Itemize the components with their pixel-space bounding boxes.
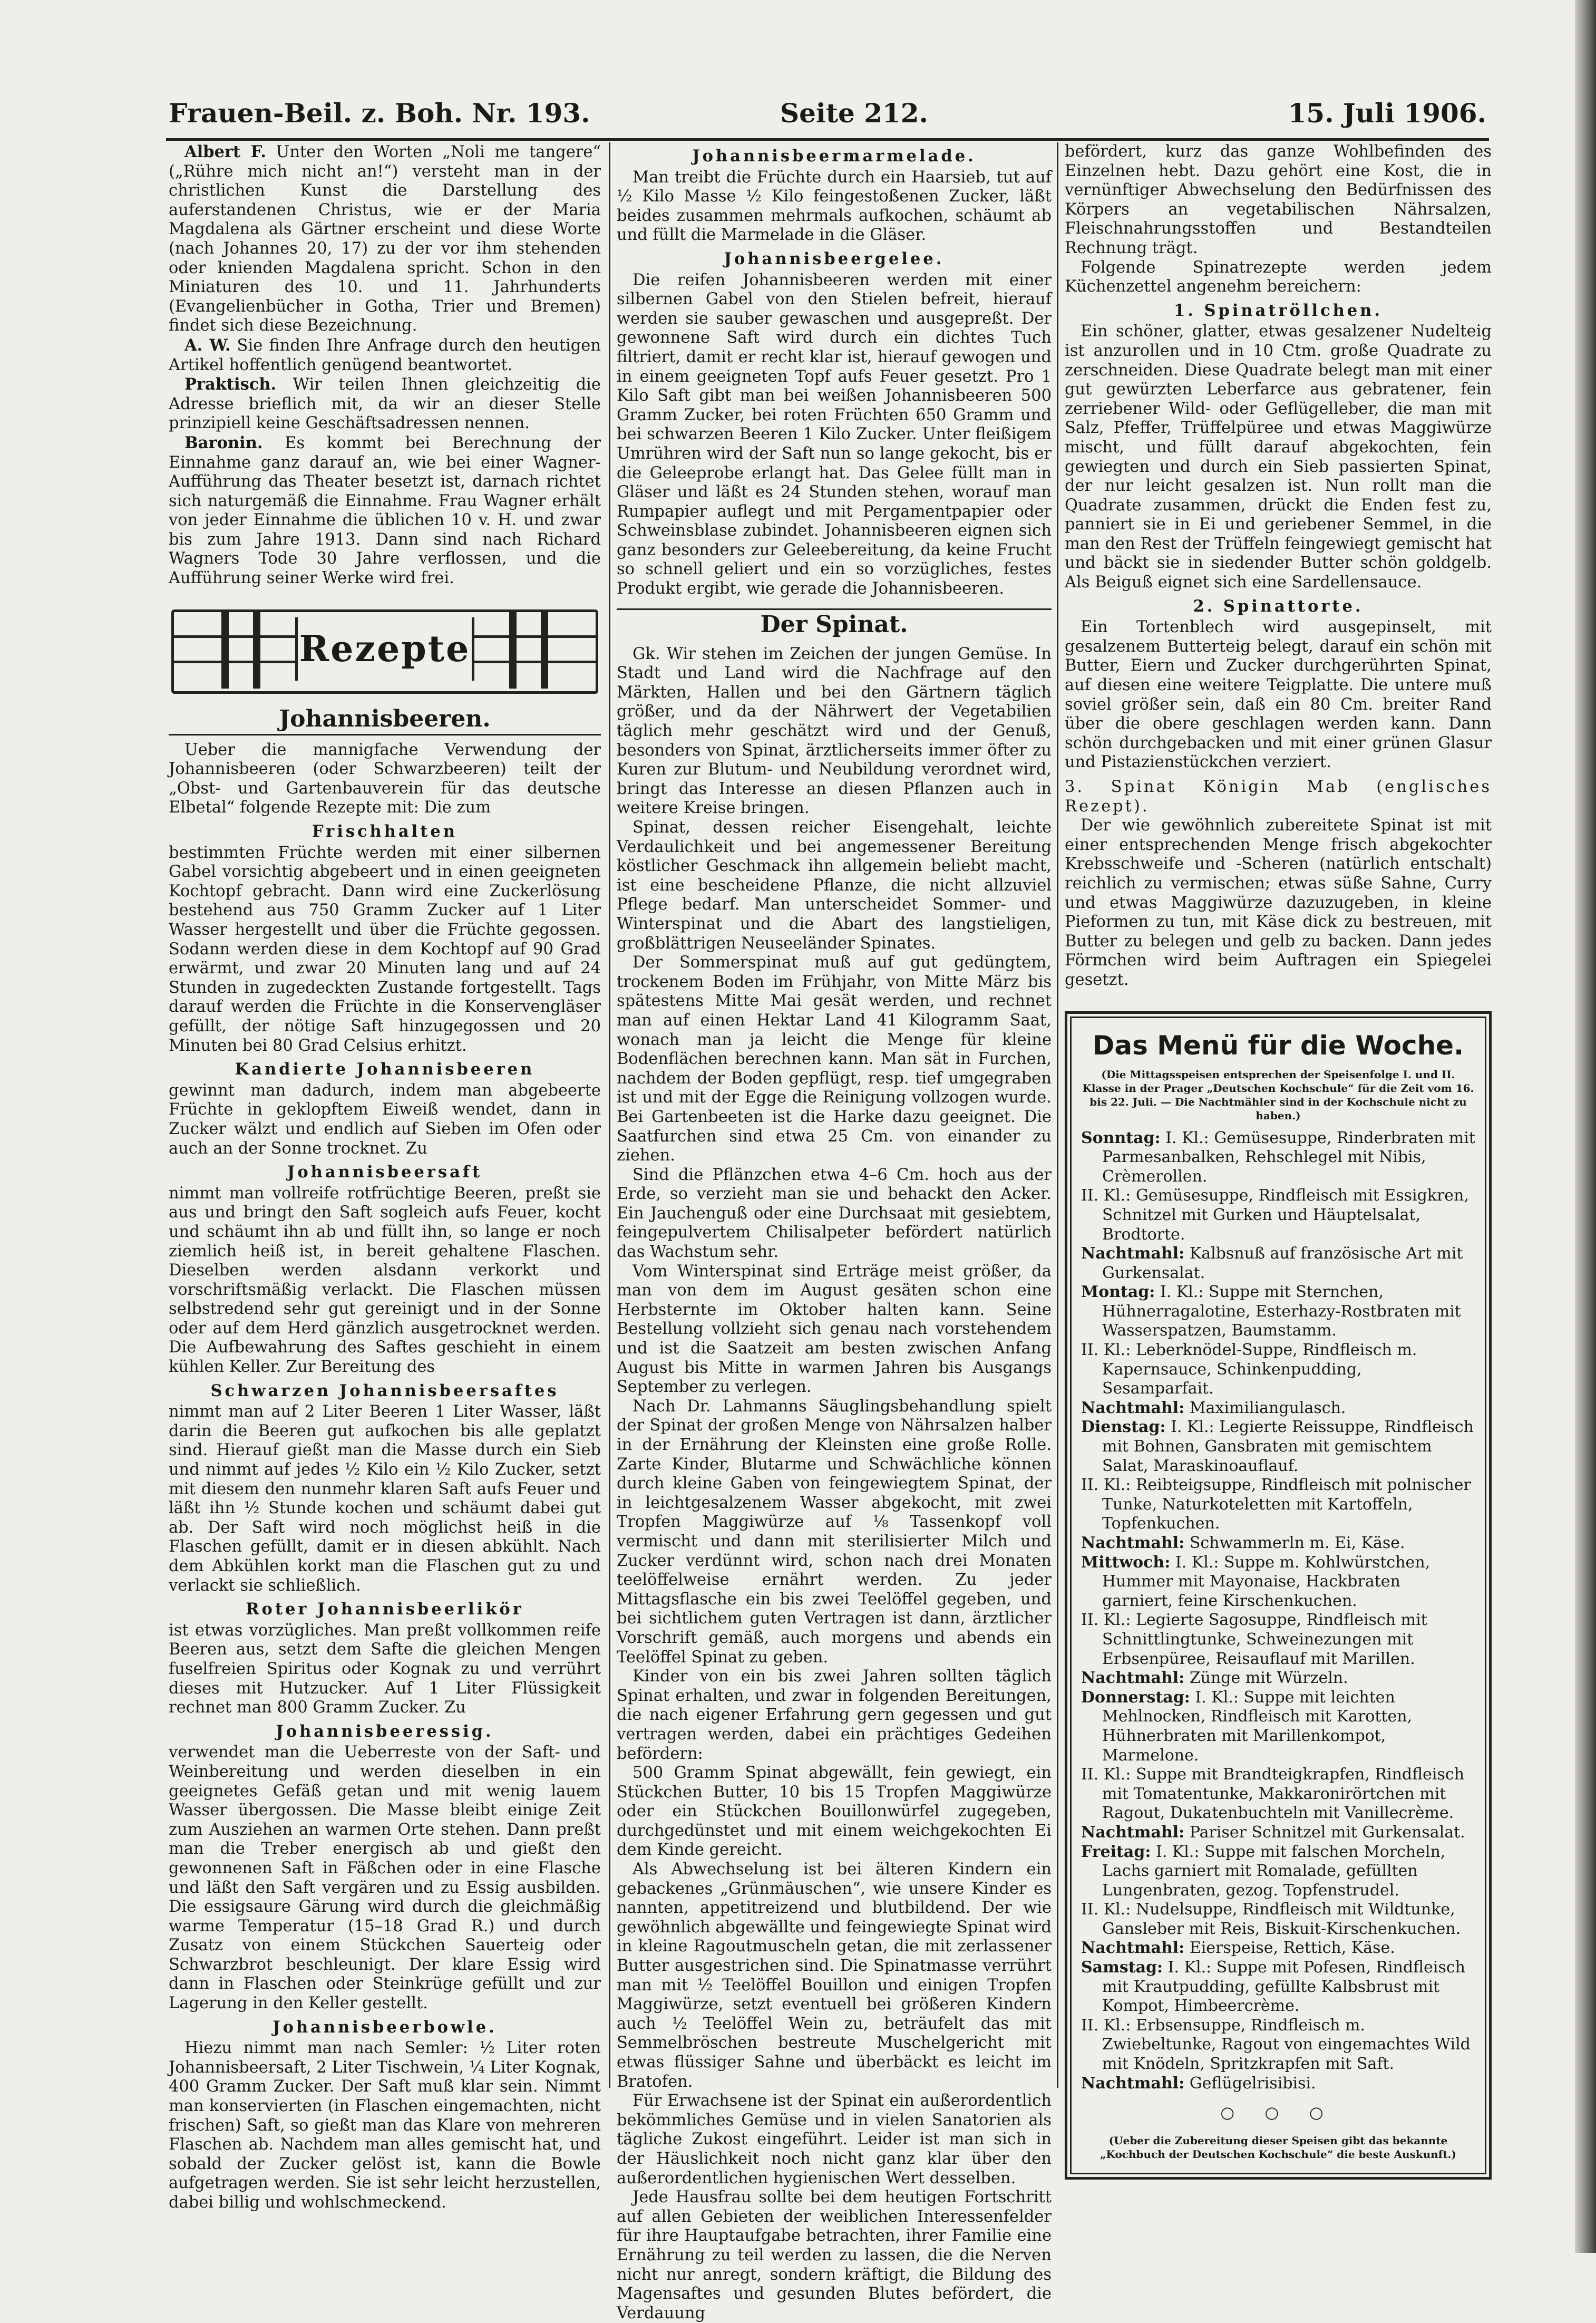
menu-text: Pariser Schnitzel mit Gurkensalat. [1189,1823,1465,1842]
section-text: bestimmten Früchte werden mit einer silbernen Gabel vorsichtig abgebeert und in einen geeigneten Kochtopf gebracht. Dann wird eine Zuckerlösung bestehend aus 750 Gramm Zucker auf 1 Liter Wasser hergestellt und über die Früchte gegossen. Sodann werden diese in dem Kochtopf auf 90 Grad erwärmt, und zwar 20 Minuten lang und auf 24 Stunden in zugedeckten Zustande fortgestellt. Tags darauf werden die Früchte in die Konservengläser gefüllt, der nötige Saft hinzugegossen und 20 Minuten bei 80 Grad Celsius erhitzt. [169,843,601,1055]
menu-day: Nachtmahl: [1081,1823,1185,1842]
header-page-number: Seite 212. [780,98,929,129]
letter-addressee: Baronin. [184,433,263,452]
article-paragraph: Nach Dr. Lahmanns Säuglingsbehandlung spielt der Spinat der großen Menge von Nährsalzen halber in der Ernährung der Kleinsten eine große Rolle. Zarte Kinder, Blutarme und Schwächliche können durch kleine Gaben von feingewiegtem Spinat, der in leichtgesalzenem Wasser abgekocht, mit zwei Tropfen Maggiwürze auf ⅛ Tassenkopf voll vermischt und dann mit sterilisierter Milch und Zucker verdünnt wird, schon nach drei Monaten teelöffelweise ernährt werden. Zu jeder Mittagsflasche ein bis zwei Teelöffel gegeben, und bei sichtlichem guten Vertragen ist dann, ärztlicher Vorschrift gemäß, auch morgens und abends ein Teelöffel Spinat zu geben. [617,1397,1052,1667]
article-paragraph: Gk. Wir stehen im Zeichen der jungen Gemüse. In Stadt und Land wird die Nachfrage auf den Märkten, Hallen und bei den Gärtnern täglich größer, und da der Nährwert der Vegetabilien täglich mehr geschätzt wird und der Genuß, besonders von Spinat, ärztlicherseits immer öfter zu Kuren zur Blutum- und Neubildung verordnet wird, bringt das Interesse an diesen Pflanzen auch in weitere Kreise bringen. [617,644,1052,818]
section-text: Hiezu nimmt man nach Semler: ½ Liter roten Johannisbeersaft, 2 Liter Tischwein, ¼ Liter Kognak, 400 Gramm Zucker. Der Saft muß klar sein. Nimmt man konservierten (in Flaschen eingemachten, nicht frischen) Saft, so gießt man das Klare von mehreren Flaschen ab. Nachdem man alles gemischt hat, und sobald der Zucker gelöst ist, kann die Bowle aufgetragen werden. Sie ist sehr leicht herzustellen, dabei billig und wohlschmeckend. [169,2039,601,2212]
section-text: gewinnt man dadurch, indem man abgebeerte Früchte in geklopftem Eiweiß wendet, dann in Zucker wälzt und endlich auf Sieben im Ofen oder auch an der Sonne trocknet. Zu [169,1081,601,1158]
menu-entry [1081,1843,1475,1901]
menu-text: II. Kl.: Legierte Sagosuppe, Rindfleisch mit Schnittlingtunke, Schweinezungen mit Erbsenpüree, Reisauflauf mit Marillen. [1081,1611,1427,1668]
menu-text: Schwammerln m. Ei, Käse. [1189,1534,1405,1552]
menu-entry [1081,1283,1475,1341]
menu-day: Nachtmahl: [1081,1939,1185,1958]
menu-text: I. Kl.: Gemüsesuppe, Rinderbraten mit Parmesanbalken, Rehschlegel mit Nibis, Crèmerollen. [1102,1128,1475,1186]
menu-title: Das Menü für die Woche. [1092,1030,1464,1061]
header-publication: Frauen-Beil. z. Boh. Nr. 193. [169,98,590,129]
article-paragraph: Als Abwechselung ist bei älteren Kindern ein gebackenes „Grünmäuschen“, wie unsere Kinder es nannten, appetitreizend und blutbildend. Der wie gewöhnlich abgewällte und feingewiegte Spinat wird in kleine Ragoutmuscheln getan, die mit zerlassener Butter ausgestrichen sind. Die Spinatmasse verrührt man mit ½ Teelöffel Bouillon und einigen Tropfen Maggiwürze, setzt eventuell bei größeren Kindern auch ½ Teelöffel Wein zu, beträufelt das mit Semmelbröschen bestreute Muschelgericht mit etwas flüssiger Sahne und überbäckt es leicht im Bratofen. [617,1860,1052,2091]
menu-text: Eierspeise, Rettich, Käse. [1189,1939,1395,1958]
menu-entry [1081,1534,1475,1553]
menu-entry [1081,1476,1475,1534]
article-paragraph: Sind die Pflänzchen etwa 4–6 Cm. hoch aus der Erde, so verzieht man sie und behackt den Acker. Ein Jauchenguß oder eine Durchsaat mit gesiebtem, feingepulvertem Chilisalpeter befördert natürlich das Wachstum sehr. [617,1165,1052,1262]
letter-item [169,433,601,588]
menu-text: II. Kl.: Suppe mit Brandteigkrapfen, Rindfleisch mit Tomatentunke, Makkaronirörtchen mit Ragout, Dukatenbuchteln mit Vanillecrème. [1081,1765,1465,1823]
letter-item [169,336,601,375]
section-text: Man treibt die Früchte durch ein Haarsieb, tut auf ½ Kilo Masse ½ Kilo feingestoßenen Zucker, läßt beides zusammen mehrmals aufkochen, schäumt ab und füllt die Marmelade in die Gläser. [617,168,1052,245]
recipe-text: Der wie gewöhnlich zubereitete Spinat ist mit einer entsprechenden Menge frisch abgekochter Krebsschweife und -Scheren (natürlich entschalt) reichlich zu vermischen; etwas süße Sahne, Curry und etwas Maggiwürze dazuzugeben, in kleine Pieformen zu tun, mit Käse dick zu bestreuen, mit Butter zu belegen und gelb zu backen. Dann jedes Förmchen wird beim Auftragen ein Spiegelei gesetzt. [1065,816,1492,989]
menu-text: Zünge mit Würzeln. [1189,1669,1348,1688]
header-rule [166,138,1489,141]
menu-text: I. Kl.: Suppe mit Sternchen, Hühnerragalotine, Esterhazy-Rostbraten mit Wasserspatzen, Baumstamm. [1102,1283,1461,1340]
menu-day: Nachtmahl: [1081,1669,1185,1688]
menu-entry [1081,1553,1475,1611]
section-heading: Roter Johannisbeerlikör [246,1600,524,1619]
column-divider-1 [609,142,610,2088]
recipe-title: Johannisbeeren. [169,704,601,735]
recipe-heading: 2. Spinattorte. [1193,596,1364,616]
menu-entry [1081,1611,1475,1669]
section-heading: Schwarzen Johannisbeersaftes [210,1381,559,1400]
menu-entry [1081,2074,1475,2094]
menu-entry [1081,1341,1475,1399]
menu-day: Freitag: [1081,1842,1151,1861]
recipe-text: Ein Tortenblech wird ausgepinselt, mit gesalzenem Butterteig belegt, darauf ein schön mit Butter, Eiern und Zucker durchgerührten Spinat, auf diesen eine weitere Teigplatte. Die untere muß soviel größer sein, daß ein 80 Cm. breiter Rand über die obere geschlagen werden kann. Dann schön durchgebacken und mit einer grünen Glasur und Pistazienstückchen verziert. [1065,618,1492,772]
letter-addressee: Albert F. [184,142,266,161]
letter-addressee: A. W. [184,335,231,355]
section-text: nimmt man vollreife rotfrüchtige Beeren, preßt sie aus und bringt den Saft sogleich aufs Feuer, kocht und schäumt ihn ab und füllt ihn, so lange er noch ziemlich heiß ist, in bereit gehaltene Flaschen. Dieselben werden alsdann verkorkt und vorschriftsmäßig verlackt. Die Flaschen müssen selbstredend sehr gut gereinigt und in der Sonne oder auf dem Herd gänzlich ausgetrocknet werden. Die Aufbewahrung des Saftes geschieht in einem kühlen Keller. Zur Bereitung des [169,1184,601,1377]
menu-text: I. Kl.: Legierte Reissuppe, Rindfleisch mit Bohnen, Gansbraten mit gemischtem Salat, Maraskinoauflauf. [1102,1418,1474,1475]
menu-day: Dienstag: [1081,1418,1166,1437]
article-paragraph: Vom Winterspinat sind Erträge meist größer, da man von dem im August gesäten schon eine Herbsternte im Oktober halten kann. Seine Bestellung vollzieht sich genau nach vorstehendem und ist die Saatzeit am besten zwischen Anfang August bis Mitte in warmen Jahren bis Ausgangs September zu verlegen. [617,1262,1052,1397]
section-heading: Johannisbeergelee. [724,249,945,268]
article-paragraph: Kinder von ein bis zwei Jahren sollten täglich Spinat erhalten, und zwar in folgenden Bereitungen, die nach eigener Erfahrung gern gegessen und gut vertragen werden, dabei ein prächtiges Gedeihen befördern: [617,1667,1052,1763]
letters-section [169,142,601,588]
menu-ornament: ○ ○ ○ [1220,2104,1336,2123]
menu-text: Kalbsnuß auf französische Art mit Gurkensalat. [1102,1244,1463,1282]
recipe-heading: 1. Spinatröllchen. [1174,301,1383,320]
menu-text: II. Kl.: Gemüsesuppe, Rindfleisch mit Essigkren, Schnitzel mit Gurken und Häuptelsalat, Brodtorte. [1081,1186,1469,1244]
menu-entry [1081,2016,1475,2074]
menu-entry [1081,1765,1475,1823]
section-text: ist etwas vorzügliches. Man preßt vollkommen reife Beeren aus, setzt dem Safte die gleichen Mengen fuselfreien Spiritus oder Kognak zu und verrührt dieses mit Hutzucker. Auf 1 Liter Flüssigkeit rechnet man 800 Gramm Zucker. Zu [169,1621,601,1717]
article-paragraph: Der Sommerspinat muß auf gut gedüngtem, trockenem Boden im Frühjahr, von Mitte März bis spätestens Mitte Mai gesät werden, und rechnet man auf einen Hektar Land 41 Kilogramm Saat, wonach man ja leicht die Menge für kleine Bodenflächen berechnen kann. Man sät in Furchen, nachdem der Boden gepflügt, resp. tief umgegraben ist und mit der Egge die Reinigung vollzogen wurde. Bei Gartenbeeten ist die Harke dazu geeignet. Die Saatfurchen sind etwa 25 Cm. von einander zu ziehen. [617,953,1052,1165]
menu-day: Nachtmahl: [1081,1534,1185,1552]
menu-entry [1081,1939,1475,1958]
letter-text: Es kommt bei Berechnung der Einnahme ganz darauf an, wie bei einer Wagner-Aufführung das Theater besetzt ist, darnach richtet sich naturgemäß die Einnahme. Frau Wagner erhält von jeder Einnahme die üblichen 10 v. H. und zwar bis zum Jahre 1913. Dann sind nach Richard Wagners Tode 30 Jahre verflossen, und die Aufführung seiner Werke wird frei. [169,433,601,588]
recipe-text: Ein schöner, glatter, etwas gesalzener Nudelteig ist anzurollen und in 10 Ctm. große Quadrate zu zerschneiden. Diese Quadrate belegt man mit einer gut gewürzten Leberfarce aus gebratener, fein zerriebener Wild- oder Geflügelleber, die man mit Salz, Pfeffer, Trüffelpüree und etwas Maggiwürze mischt, und füllt darauf abgekochten, fein gewiegten und durch ein Sieb passierten Spinat, der nur leicht gesalzen ist. Nun rollt man die Quadrate zusammen, drückt die Enden fest zu, panniert sie in Ei und geriebener Semmel, in die man den Rest der Trüffeln feingewiegt gemischt hat und bäckt sie in siedender Butter schön goldgelb. Als Beiguß eignet sich eine Sardellensauce. [1065,322,1492,592]
article-paragraph: Jede Hausfrau sollte bei dem heutigen Fortschritt auf allen Gebieten der weiblichen Interessenfelder für ihre Hauptaufgabe betrachten, ihrer Familie eine Ernährung zu teil werden zu lassen, die die Nerven nicht nur anregt, sondern kräftigt, die Bildung des Magensaftes und gesunden Blutes befördert, die Verdauung [617,2188,1052,2322]
menu-text: II. Kl.: Reibteigsuppe, Rindfleisch mit polnischer Tunke, Naturkoteletten mit Kartoffeln, Topfenkuchen. [1081,1476,1471,1533]
menu-text: Maximiliangulasch. [1189,1398,1346,1417]
recipe-heading-inline: 3. Spinat Königin Mab (englisches Rezept). [1065,778,1492,816]
recipes-banner [171,609,598,694]
section-heading: Johannisbeerbowle. [273,2017,497,2037]
banner-post [541,609,548,689]
menu-day: Nachtmahl: [1081,1244,1185,1263]
recipe-intro: Ueber die mannigfache Verwendung der Johannisbeeren (oder Schwarzbeeren) teilt der „Obst- und Gartenbauverein für das deutsche Elbetal“ folgende Rezepte mit: Die zum [169,740,601,817]
menu-entry [1081,1418,1475,1476]
menu-text: I. Kl.: Suppe m. Kohlwürstchen, Hummer mit Mayonaise, Hackbraten garniert, feine Kirschenkuchen. [1102,1553,1430,1610]
menu-text: Geflügelrisibisi. [1189,2074,1316,2093]
section-heading: Frischhalten [312,822,458,841]
column-divider-2 [1057,142,1058,2088]
banner-post [509,609,517,689]
banner-post [253,609,260,689]
menu-footer-note: (Ueber die Zubereitung dieser Speisen gibt das bekannte „Kochbuch der Deutschen Kochschule“ die beste Auskunft.) [1100,2134,1456,2161]
page-edge-shadow [1575,0,1596,2253]
article-paragraph: Folgende Spinatrezepte werden jedem Küchenzettel angenehm bereichern: [1065,258,1492,296]
menu-note: (Die Mittagsspeisen entsprechen der Speisenfolge I. und II. Klasse in der Prager „Deutschen Kochschule“ für die Zeit vom 16. bis 22. Juli. — Die Nachtmähler sind in der Kochschule nicht zu haben.) [1082,1068,1474,1122]
menu-text: II. Kl.: Leberknödel-Suppe, Rindfleisch m. Kapernsauce, Schinkenpudding, Sesamparfait. [1081,1341,1417,1398]
article-paragraph: 500 Gramm Spinat abgewällt, fein gewiegt, ein Stückchen Butter, 10 bis 15 Tropfen Maggiwürze oder ein Stückchen Bouillonwürfel zugegeben, durchgedünstet und mit einem weichgekochten Ei dem Kinde gereicht. [617,1764,1052,1860]
section-text: Die reifen Johannisbeeren werden mit einer silbernen Gabel von den Stielen befreit, hierauf werden sie sauber gewaschen und ausgepreßt. Der gewonnene Saft wird durch ein dichtes Tuch filtriert, damit er recht klar ist, hierauf gewogen und in einem geeigneten Topf aufs Feuer gesetzt. Pro 1 Kilo Saft gibt man bei weißen Johannisbeeren 500 Gramm Zucker, bei roten Früchten 650 Gramm und bei schwarzen Beeren 1 Kilo Zucker. Unter fleißigem Umrühren wird der Saft nun so lange gekocht, bis er die Geleeprobe erlangt hat. Das Gelee füllt man in Gläser und läßt es 24 Stunden stehen, worauf man Rumpapier auflegt und mit Pergamentpapier oder Schweinsblase zubindet. Johannisbeeren eignen sich ganz besonders zur Geleebereitung, da keine Frucht so schnell geliert und ein so vorzügliches, festes Produkt ergibt, wie gerade die Johannisbeeren. [617,270,1052,598]
menu-text: II. Kl.: Nudelsuppe, Rindfleisch mit Wildtunke, Gansleber mit Reis, Biskuit-Kirschenkuchen. [1081,1900,1461,1938]
article-continuation: befördert, kurz das ganze Wohlbefinden des Einzelnen hebt. Dazu gehört eine Kost, die in vernünftiger Abwechselung den Bedürfnissen des Körpers an vegetabilischen Nährsalzen, Fleischnahrungsstoffen und Bestandteilen Rechnung trägt. [1065,142,1492,257]
article-title: Der Spinat. [617,608,1052,640]
menu-text: I. Kl.: Suppe mit Pofesen, Rindfleisch mit Krautpudding, gefüllte Kalbsbrust mit Kompot, Himbeercrème. [1102,1958,1465,2016]
menu-day: Nachtmahl: [1081,2074,1185,2093]
letter-text: Unter den Worten „Noli me tangere“ („Rühre mich nicht an!“) versteht man in der christlichen Kunst die Darstellung des auferstandenen Christus, wie er der Maria Magdalena als Gärtner erscheint und diese Worte (nach Johannes 20, 17) zu der vor ihm stehenden oder knienden Magdalena spricht. Schon in den Miniaturen des 10. und 11. Jahrhunderts (Evangelienbücher in Gotha, Trier und Bremen) findet sich diese Bezeichnung. [169,143,601,335]
header-date: 15. Juli 1906. [1288,98,1486,129]
menu-day: Sonntag: [1081,1128,1161,1147]
menu-text: I. Kl.: Suppe mit falschen Morcheln, Lachs garniert mit Romalade, gefüllten Lungenbraten, gezog. Topfenstrudel. [1102,1842,1446,1900]
banner-post [221,609,229,689]
menu-entry [1081,1186,1475,1244]
menu-entry [1081,1958,1475,2016]
letter-text: Sie finden Ihre Anfrage durch den heutigen Artikel hoffentlich genügend beantwortet. [169,336,601,374]
letter-addressee: Praktisch. [184,375,277,394]
section-heading: Kandierte Johannisbeeren [235,1060,535,1079]
menu-entry [1081,1399,1475,1418]
column-1 [169,142,601,2212]
menu-day: Donnerstag: [1081,1688,1190,1707]
column-3 [1065,142,1492,2161]
section-heading: Johannisbeeressig. [276,1721,494,1741]
section-heading: Johannisbeersaft [287,1163,483,1182]
menu-day: Mittwoch: [1081,1553,1171,1572]
menu-text: I. Kl.: Suppe mit leichten Mehlnocken, Rindfleisch mit Karotten, Hühnerbraten mit Marillenkompot, Marmelone. [1102,1688,1413,1765]
menu-day: Montag: [1081,1283,1155,1302]
menu-entry [1081,1823,1475,1843]
article-paragraph: Spinat, dessen reicher Eisengehalt, leichte Verdaulichkeit und bei angemessener Bereitung köstlicher Geschmack ihn allgemein beliebt macht, ist eine bescheidene Pflanze, die nicht allzuviel Pflege bedarf. Man unterscheidet Sommer- und Winterspinat und die Abart des langstieligen, großblättrigen Neuseeländer Spinates. [617,818,1052,953]
menu-entry [1081,1688,1475,1765]
letter-item [169,375,601,433]
section-text: verwendet man die Ueberreste von der Saft- und Weinbereitung und werden dieselben in ein geeignetes Gefäß getan und mit wenig lauem Wasser übergossen. Die Masse bleibt einige Zeit zum Ausziehen an warmen Orte stehen. Dann preßt man die Treber energisch ab und gießt den gewonnenen Saft in Fäßchen oder in eine Flasche und läßt den Saft vergären und zu Essig ausbilden. Die essigsaure Gärung wird durch die gleichmäßig warme Temperatur (15–18 Grad R.) und durch Zusatz von einem Stückchen Sauerteig oder Schwarzbrot beschleunigt. Der klare Essig wird dann in Flaschen oder Steinkrüge gefüllt und zur Lagerung in den Keller gestellt. [169,1743,601,2013]
menu-day: Samstag: [1081,1958,1163,1977]
menu-text: II. Kl.: Erbsensuppe, Rindfleisch m. Zwiebeltunke, Ragout von eingemachtes Wild mit Knödeln, Spritzkrapfen mit Saft. [1081,2016,1471,2074]
menu-entry [1081,1129,1475,1187]
banner-title: Rezepte [295,617,474,681]
section-heading: Johannisbeermarmelade. [692,147,976,166]
section-text: nimmt man auf 2 Liter Beeren 1 Liter Wasser, läßt darin die Beeren gut aufkochen bis alle geplatzt sind. Hierauf gießt man die Masse durch ein Sieb und nimmt auf jedes ½ Kilo ein ½ Kilo Zucker, setzt mit diesem den nunmehr klaren Saft aufs Feuer und läßt ihn ½ Stunde kochen und schäumt dabei gut ab. Der Saft wird noch möglichst heiß in die Flaschen gefüllt, damit er in diesen abkühlt. Nach dem Abkühlen korkt man die Flaschen gut zu und verlackt sie schließlich. [169,1402,601,1595]
article-paragraph: Für Erwachsene ist der Spinat ein außerordentlich bekömmliches Gemüse und in vielen Sanatorien als tägliche Zukost eingeführt. Leider ist man sich in der Häuslichkeit noch nicht ganz klar über den außerordentlichen hygienischen Wert desselben. [617,2092,1052,2188]
menu-entry [1081,1669,1475,1688]
menu-day: Nachtmahl: [1081,1398,1185,1417]
menu-entry [1081,1244,1475,1283]
letter-text: Wir teilen Ihnen gleichzeitig die Adresse brieflich mit, da wir an dieser Stelle prinzipiell keine Geschäftsadressen nennen. [169,375,601,433]
menu-entry [1081,1900,1475,1939]
page-header [169,98,1486,137]
letter-item [169,142,601,336]
column-2 [617,142,1052,2322]
weekly-menu-box [1065,1011,1492,2180]
